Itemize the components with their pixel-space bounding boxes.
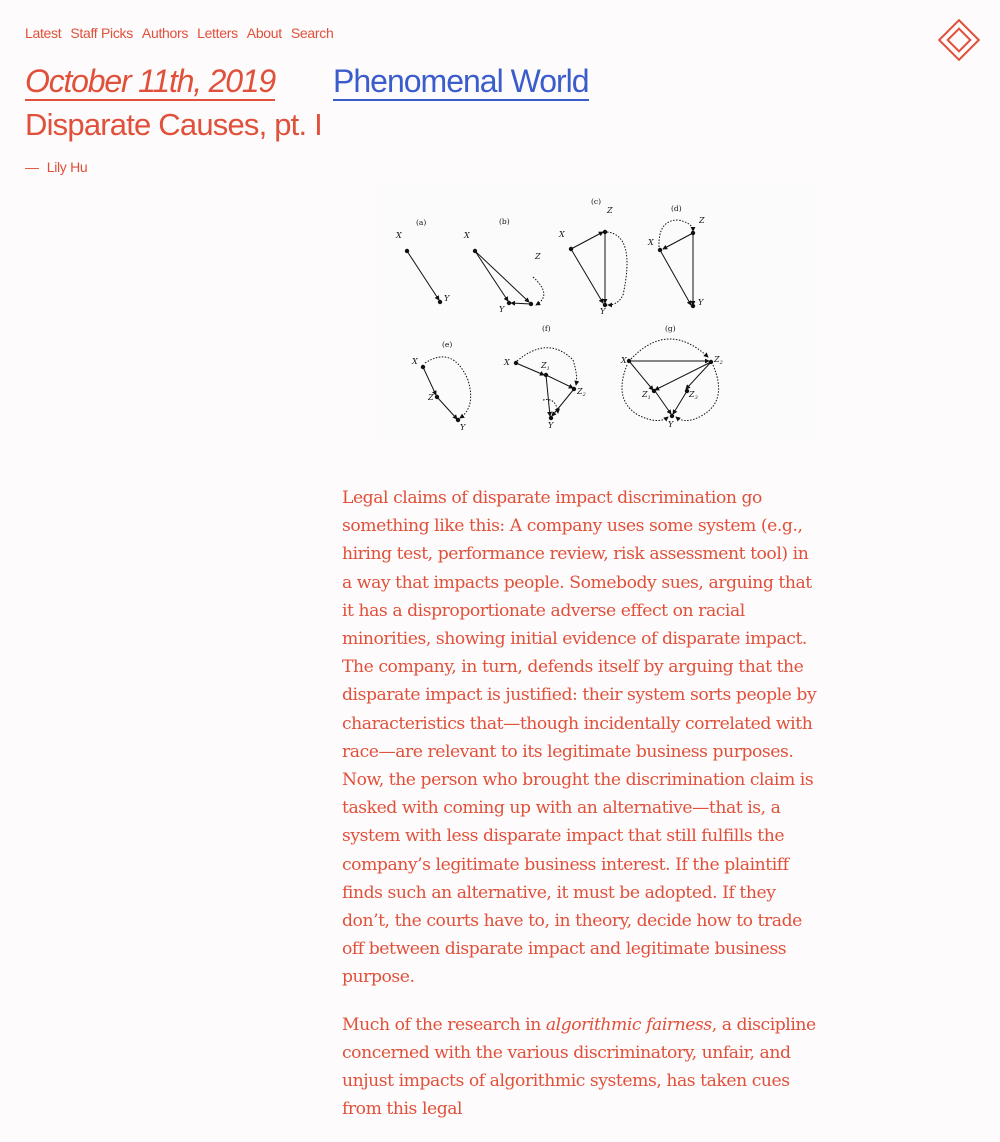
top-nav: [25, 25, 333, 41]
label-e: (e): [442, 340, 453, 349]
post-date[interactable]: October 11th, 2019: [25, 63, 275, 99]
node-x-g: X: [621, 356, 627, 365]
node-y-b: Y: [499, 305, 505, 314]
causal-diagrams-figure: [378, 185, 818, 440]
node-y-a: Y: [444, 294, 450, 303]
label-b: (b): [499, 217, 510, 226]
p2-emphasis: algorithmic fairness: [545, 1014, 712, 1035]
label-g: (g): [665, 324, 676, 333]
node-x-f: X: [504, 358, 510, 367]
node-x-a: X: [396, 231, 402, 240]
article-paragraph-1: Legal claims of disparate impact discrimination go something like this: A company uses some system (e.g., hiring test, performance review, risk assessment tool) in a way that impacts people. Somebody sues, arguing that it has a disproportionate adverse effect on racial minorities, showing initial evidence of disparate impact. The company, in turn, defends itself by arguing that the disparate impact is justified: their system sorts people by characteristics that—though incidentally correlated with race—are relevant to its legitimate business purposes. Now, the person who brought the discrimination claim is tasked with coming up with an alternative—that is, a system with less disparate impact that still fulfills the company’s legitimate business interest. If the plaintiff finds such an alternative, it must be adopted. If they don’t, the courts have to, in theory, decide how to trade off between disparate impact and legitimate business purpose.: [342, 488, 817, 988]
nav-staff-picks[interactable]: Staff Picks: [70, 25, 133, 41]
node-z-c: Z: [607, 206, 613, 215]
nav-latest[interactable]: Latest: [25, 25, 62, 41]
node-z2-g: $Z_2$: [714, 355, 723, 366]
node-x-b: X: [464, 231, 470, 240]
author-dash: —: [25, 159, 39, 175]
nav-authors[interactable]: Authors: [141, 25, 189, 41]
article-body: [342, 484, 822, 1142]
node-x-d: X: [648, 238, 654, 247]
label-a: (a): [416, 218, 427, 227]
label-d: (d): [671, 204, 682, 213]
nav-letters[interactable]: Letters: [197, 25, 238, 41]
node-z2-f: $Z_2$: [577, 387, 586, 398]
article-paragraph-2: [342, 1011, 822, 1124]
publication-link[interactable]: Phenomenal World: [333, 63, 589, 99]
node-y-g: Y: [668, 420, 674, 429]
node-z-b: Z: [535, 252, 541, 261]
node-z-e: Z: [428, 393, 434, 402]
page-title: Disparate Causes, pt. I: [25, 107, 322, 142]
node-y-e: Y: [460, 423, 466, 432]
diamond-logo-icon[interactable]: [937, 18, 981, 62]
author-byline: [25, 159, 87, 175]
causal-diagrams-svg: [378, 185, 818, 440]
node-x-e: X: [412, 357, 418, 366]
node-z-d: Z: [699, 216, 705, 225]
author-link[interactable]: Lily Hu: [46, 159, 88, 175]
label-c: (c): [591, 197, 602, 206]
label-f: (f): [542, 324, 551, 333]
p2-text-start: Much of the research in: [342, 1014, 546, 1035]
nav-about[interactable]: About: [246, 25, 282, 41]
node-y-c: Y: [600, 307, 606, 316]
node-y-d: Y: [698, 298, 704, 307]
node-x-c: X: [559, 230, 565, 239]
node-z3-g: $Z_3$: [689, 390, 698, 401]
node-z1-f: $Z_1$: [541, 361, 550, 372]
node-y-f: Y: [548, 421, 554, 430]
nav-search[interactable]: Search: [290, 25, 334, 41]
p2-text-end: , a discipline concerned with the various discriminatory, unfair, and unjust impacts of algorithmic systems, has taken cues from this legal: [342, 1014, 816, 1120]
node-z1-g: $Z_1$: [642, 390, 651, 401]
